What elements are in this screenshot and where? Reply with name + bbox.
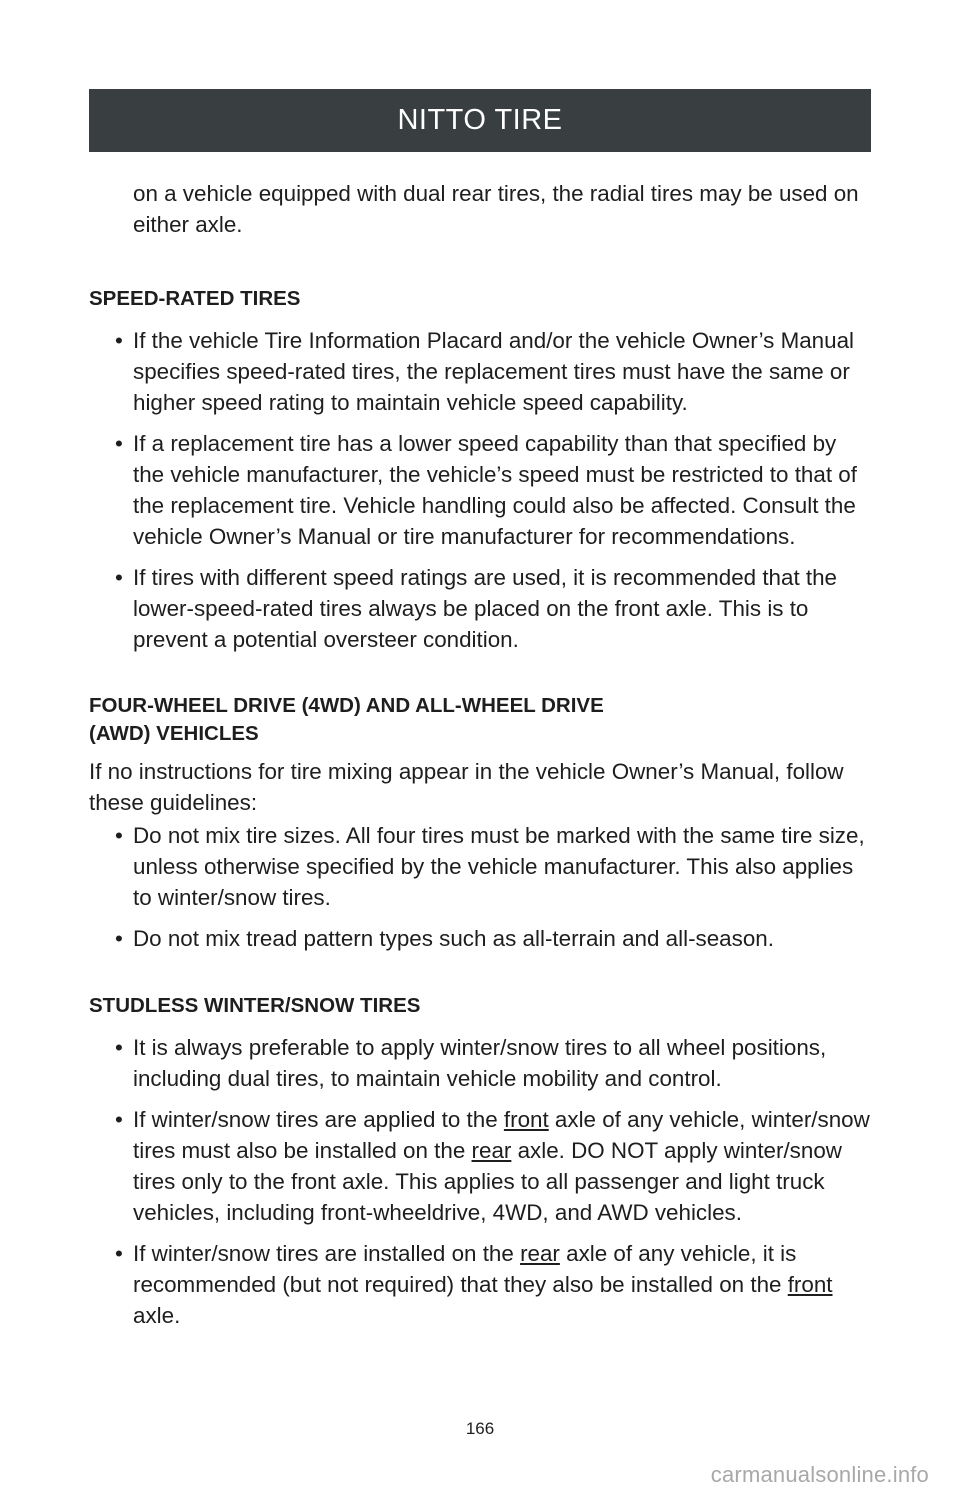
guidelines-paragraph: If no instructions for tire mixing appear in the vehicle Owner’s Manual, follow these guidelines: xyxy=(89,759,844,815)
watermark: carmanualsonline.info xyxy=(710,1462,929,1487)
intro-paragraph: on a vehicle equipped with dual rear tires, the radial tires may be used on either axle. xyxy=(133,181,859,237)
text-run: axle. DO NOT apply winter/snow tires only to the front axle. This applies to all passenger and light truck vehicles, including front-wheeldrive, 4WD, and AWD vehicles. xyxy=(133,1138,842,1225)
list-item: • Do not mix tire sizes. All four tires must be marked with the same tire size, unless otherwise specified by the vehicle manufacturer. This also applies to winter/snow tires. xyxy=(89,820,871,913)
heading-line: (AWD) VEHICLES xyxy=(89,722,259,745)
text-run: axle. xyxy=(133,1303,181,1328)
page-header xyxy=(89,89,871,152)
list-item: • If tires with different speed ratings are used, it is recommended that the lower-speed-rated tires always be placed on the front axle. This is to prevent a potential oversteer condition. xyxy=(89,562,871,655)
section-heading-4wd-awd xyxy=(89,692,871,748)
section-heading-speed-rated: SPEED-RATED TIRES xyxy=(89,287,301,310)
section-heading-studless: STUDLESS WINTER/SNOW TIRES xyxy=(89,994,421,1017)
header-title: NITTO TIRE xyxy=(397,104,563,136)
list-item: • If a replacement tire has a lower speed capability than that specified by the vehicle manufacturer, the vehicle’s speed must be restricted to that of the replacement tire. Vehicle handling could also be affected. Consult the vehicle Owner’s Manual or tire manufacturer for recommendations. xyxy=(89,428,871,552)
text-run: If winter/snow tires are installed on the xyxy=(133,1241,521,1266)
underlined-word-front: front xyxy=(503,1107,549,1132)
text-run: If winter/snow tires are applied to the xyxy=(133,1107,504,1132)
page-body xyxy=(89,178,871,1331)
heading-line: FOUR-WHEEL DRIVE (4WD) AND ALL-WHEEL DRIVE xyxy=(89,694,604,717)
text-run: axle of any vehicle, winter/snow tires must also be installed on the xyxy=(133,1107,870,1163)
page-number: 166 xyxy=(465,1419,495,1438)
list-item xyxy=(89,1104,871,1228)
underlined-word-rear: rear xyxy=(471,1138,512,1163)
underlined-word-front: front xyxy=(787,1272,833,1297)
list-item: • It is always preferable to apply winter/snow tires to all wheel positions, including dual tires, to maintain vehicle mobility and control. xyxy=(89,1032,871,1094)
list-item: • Do not mix tread pattern types such as all-terrain and all-season. xyxy=(89,923,871,954)
list-item xyxy=(89,1238,871,1331)
list-item: • If the vehicle Tire Information Placard and/or the vehicle Owner’s Manual specifies speed-rated tires, the replacement tires must have the same or higher speed rating to maintain vehicle speed capability. xyxy=(89,325,871,418)
underlined-word-rear: rear xyxy=(520,1241,560,1266)
text-run: axle of any vehicle, it is recommended (but not required) that they also be installed on the xyxy=(133,1241,797,1297)
